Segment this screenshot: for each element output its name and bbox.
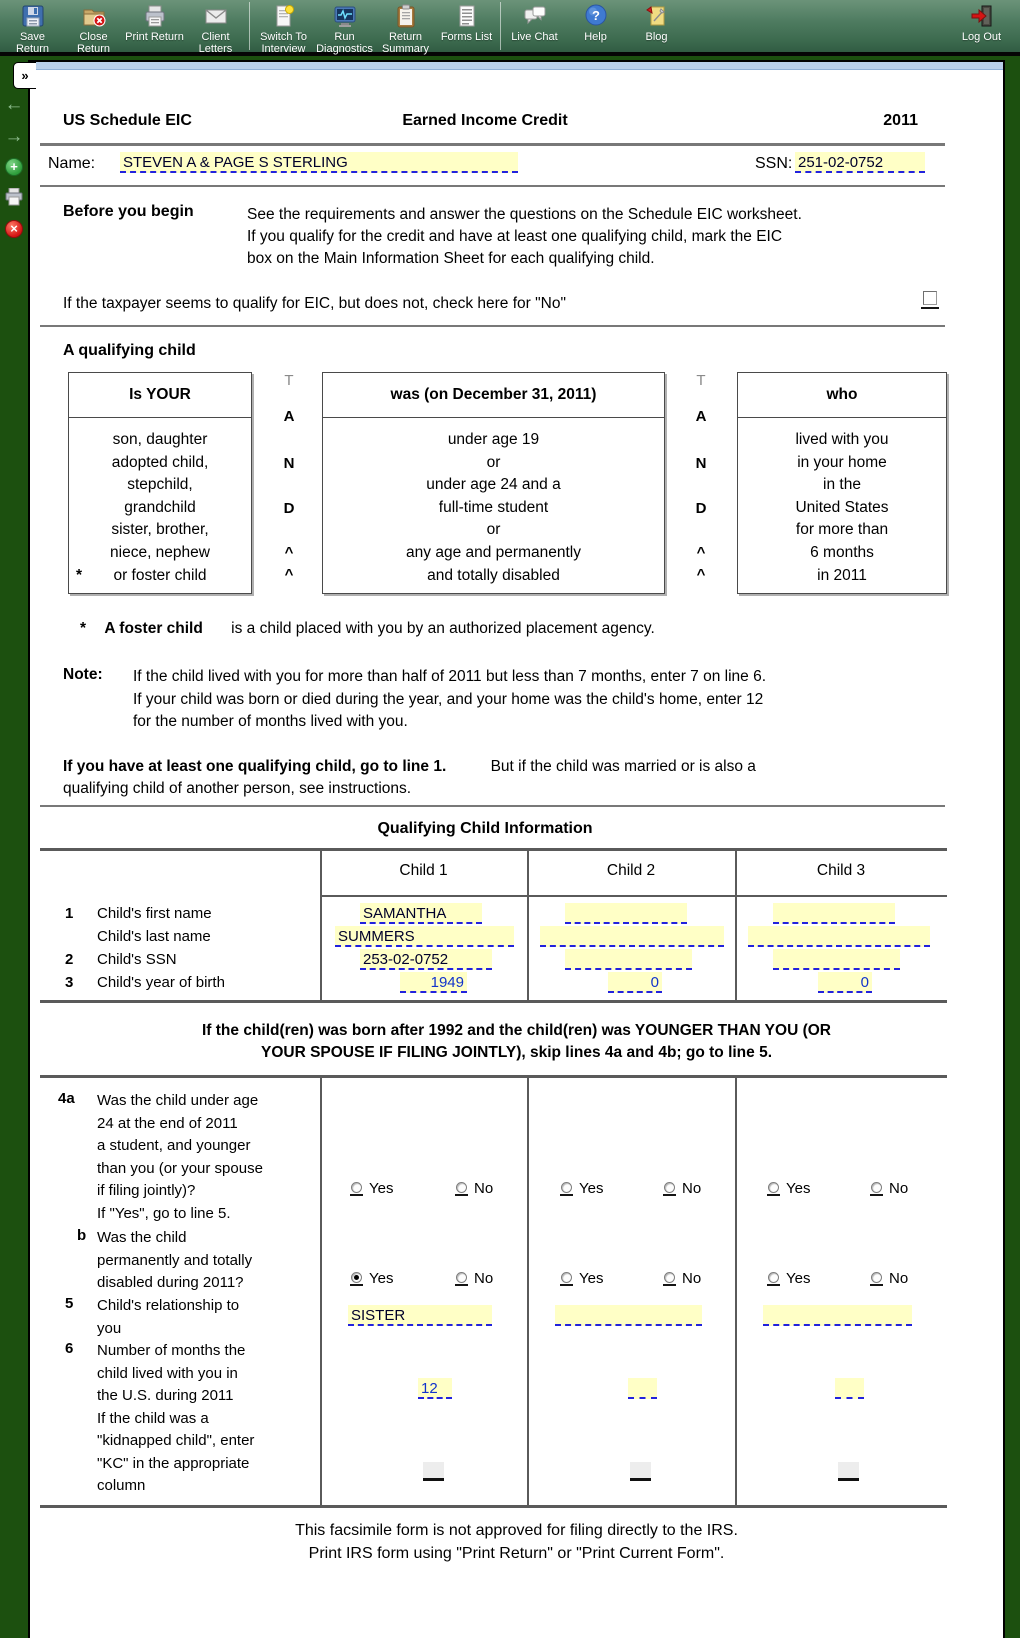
nav-forward-icon[interactable]: → [4,126,24,147]
toolbar-item-label: Run Diagnostics [316,31,373,55]
line6-label: Number of months the child lived with you in the U.S. during 2011 If the child was a "kidnapped child", enter "KC" in the appropriate column [97,1342,255,1494]
foster-child-note: * A foster child is a child placed with you by an authorized placement agency. [80,620,655,637]
line4b-label: Was the child permanently and totally disabled during 2011? [97,1229,253,1291]
toolbar-item-label: Forms List [440,31,493,43]
and-connector: T A N D ^ ^ [283,372,295,583]
kc-box-child2[interactable] [630,1462,651,1481]
go-to-line1-text2: qualifying child of another person, see instructions. [63,780,412,797]
last-name-child2[interactable] [540,926,724,947]
qualifying-child-heading: A qualifying child [63,342,196,359]
client-letters-icon [203,3,229,29]
toolbar-item-label: Client Letters [198,31,233,55]
divider [40,185,945,187]
ssn-field[interactable]: 251-02-0752 [795,152,925,173]
qualifying-box-age [322,372,665,594]
toolbar-item-label: Close Return [76,31,111,55]
toolbar-item-label: Switch To Interview [260,31,307,55]
run-diagnostics-button[interactable] [314,0,375,55]
relationship-child3[interactable] [763,1305,912,1326]
top-toolbar [0,0,1020,56]
foster-star: * [76,566,83,584]
box-body: lived with you in your home in the United States for more than 6 months in 2011 [795,431,889,584]
blog-icon [644,3,670,29]
note-label: Note: [63,666,103,683]
nav-back-icon[interactable]: ← [4,94,24,115]
help-button[interactable] [565,0,626,43]
save-return-button[interactable] [2,0,63,55]
last-name-child3[interactable] [748,926,930,947]
save-icon [20,3,46,29]
radio-4a-child2-yes[interactable]: Yes [560,1180,603,1197]
ssn-child2[interactable] [565,949,692,970]
line-num-5: 5 [65,1295,74,1312]
forms-list-button[interactable] [436,0,497,43]
before-you-begin-text: See the requirements and answer the questions on the Schedule EIC worksheet. If you qualify for the credit and have at least one qualifying child, mark the EIC box on the Main Information Sheet for each qualifying child. [247,206,802,267]
name-label: Name: [48,155,96,172]
toolbar-item-label: Return Summary [381,31,430,55]
divider [40,143,945,146]
form-title-left: US Schedule EIC [63,112,192,129]
form-title-center: Earned Income Credit [402,112,568,129]
footer-line1: This facsimile form is not approved for filing directly to the IRS. [295,1522,738,1539]
help-icon [583,3,609,29]
ssn-child1[interactable]: 253-02-0752 [360,949,492,970]
go-to-line1-text: If you have at least one qualifying child, go to line 1. But if the child was married or is also a [63,758,756,775]
toolbar-separator [500,2,501,50]
toolbar-item-label: Log Out [961,31,1002,43]
radio-4b-child2-yes[interactable]: Yes [560,1270,603,1287]
radio-4b-child3-no[interactable]: No [870,1270,908,1287]
box-body: under age 19 or under age 24 and a full-time student or any age and permanently and totally disabled [406,431,581,584]
row-num: 2 [65,951,74,968]
radio-4b-child2-no[interactable]: No [663,1270,701,1287]
born-after-note-line2: YOUR SPOUSE IF FILING JOINTLY), skip lines 4a and 4b; go to line 5. [260,1044,772,1061]
and-connector: T A N D ^ ^ [695,372,707,583]
born-after-note-line1: If the child(ren) was born after 1992 and the child(ren) was YOUNGER THAN YOU (OR [201,1022,831,1039]
birth-year-child1[interactable]: 1949 [400,972,467,993]
ssn-child3[interactable] [773,949,900,970]
run-diagnostics-icon [332,3,358,29]
qci-title: Qualifying Child Information [377,820,593,837]
line-num-6: 6 [65,1340,74,1357]
toolbar-separator [249,2,250,50]
relationship-child1[interactable]: SISTER [348,1305,492,1326]
birth-year-child3[interactable]: 0 [818,972,872,993]
log-out-icon [969,3,995,29]
row-label: Child's year of birth [97,974,225,991]
form-panel [28,60,1005,1638]
qualifying-box-relationship [68,372,252,594]
live-chat-button[interactable] [504,0,565,43]
forms-list-icon [454,3,480,29]
row-num: 3 [65,974,74,991]
months-child2[interactable] [628,1378,657,1399]
toolbar-item-label: Live Chat [511,31,558,43]
radio-4b-child3-yes[interactable]: Yes [767,1270,810,1287]
first-name-child2[interactable] [565,903,687,924]
radio-4a-child1-yes[interactable]: Yes [350,1180,393,1197]
radio-4a-child1-no[interactable]: No [455,1180,493,1197]
col-header-child2: Child 2 [606,862,656,879]
relationship-child2[interactable] [555,1305,702,1326]
birth-year-child2[interactable]: 0 [608,972,662,993]
print-return-button[interactable] [124,0,185,43]
line-num-4b: b [77,1227,87,1244]
return-summary-icon [393,3,419,29]
footer-line2: Print IRS form using "Print Return" or "Print Current Form". [308,1545,725,1562]
first-name-child3[interactable] [773,903,895,924]
box-header: was (on December 31, 2011) [323,373,664,418]
lines4-6-table [30,1075,1003,1508]
blog-button[interactable] [626,0,687,43]
collapse-chevrons-icon: » [21,68,29,83]
line-num-4a: 4a [58,1090,75,1107]
eic-no-checkbox[interactable] [921,291,939,309]
add-form-icon[interactable]: + [3,158,25,176]
line4a-label: Was the child under age 24 at the end of 2011 a student, and younger than you (or your spouse if filing jointly)? If "Yes", go to line 5. [97,1092,263,1222]
row-label: Child's last name [97,928,211,945]
toolbar-item-label: Save Return [15,31,50,55]
radio-4a-child3-no[interactable]: No [870,1180,908,1197]
eic-no-question: If the taxpayer seems to qualify for EIC, but does not, check here for "No" [63,295,566,312]
log-out-button[interactable] [951,0,1012,43]
switch-to-interview-icon [271,3,297,29]
col-header-child3: Child 3 [816,862,866,879]
print-icon[interactable] [3,188,25,211]
toolbar-item-label: Print Return [125,31,184,43]
row-label: Child's SSN [97,951,177,968]
qualifying-box-residency [737,372,947,594]
sidebar-collapse-tab[interactable] [13,62,36,89]
return-summary-button[interactable] [375,0,436,55]
divider [40,805,945,807]
schedule-eic-form [30,70,1003,1638]
kc-box-child1[interactable] [423,1462,444,1481]
box-header: Is YOUR [69,373,251,418]
close-return-icon [81,3,107,29]
print-return-icon [142,3,168,29]
radio-4b-child1-yes[interactable]: Yes [350,1270,393,1287]
client-letters-button[interactable] [185,0,246,55]
radio-4a-child2-no[interactable]: No [663,1180,701,1197]
qci-table [30,848,1003,1003]
box-header: who [738,373,946,418]
last-name-child1[interactable]: SUMMERS [335,926,514,947]
toolbar-item-label: Blog [645,31,668,43]
line5-label: Child's relationship to you [97,1297,240,1337]
radio-4b-child1-no[interactable]: No [455,1270,493,1287]
name-field[interactable]: STEVEN A & PAGE S STERLING [120,152,518,173]
ssn-label: SSN: [755,155,793,172]
svg-text:?: ? [591,8,600,23]
row-num: 1 [65,905,74,922]
close-form-icon[interactable]: × [3,220,25,238]
toolbar-item-label: Help [584,31,607,43]
divider [40,325,945,327]
before-you-begin-label: Before you begin [63,203,194,220]
row-label: Child's first name [97,905,212,922]
box-body: son, daughter adopted child, stepchild, grandchild sister, brother, niece, nephew * or foster child [69,418,251,587]
form-title-year: 2011 [883,112,918,129]
printer-glyph [4,188,24,206]
live-chat-icon [522,3,548,29]
months-child1[interactable]: 12 [418,1378,452,1399]
kc-box-child3[interactable] [838,1462,859,1481]
switch-to-interview-button[interactable] [253,0,314,55]
radio-4a-child3-yes[interactable]: Yes [767,1180,810,1197]
months-child3[interactable] [835,1378,864,1399]
col-header-child1: Child 1 [399,862,448,879]
first-name-child1[interactable]: SAMANTHA [360,903,482,924]
note-text: If the child lived with you for more than half of 2011 but less than 7 months, enter 7 on line 6. If your child was born or died during the year, and your home was the child's home, enter 12 for the number of months lived with you. [133,668,767,730]
close-return-button[interactable] [63,0,124,55]
panel-top-strip [30,62,1003,70]
